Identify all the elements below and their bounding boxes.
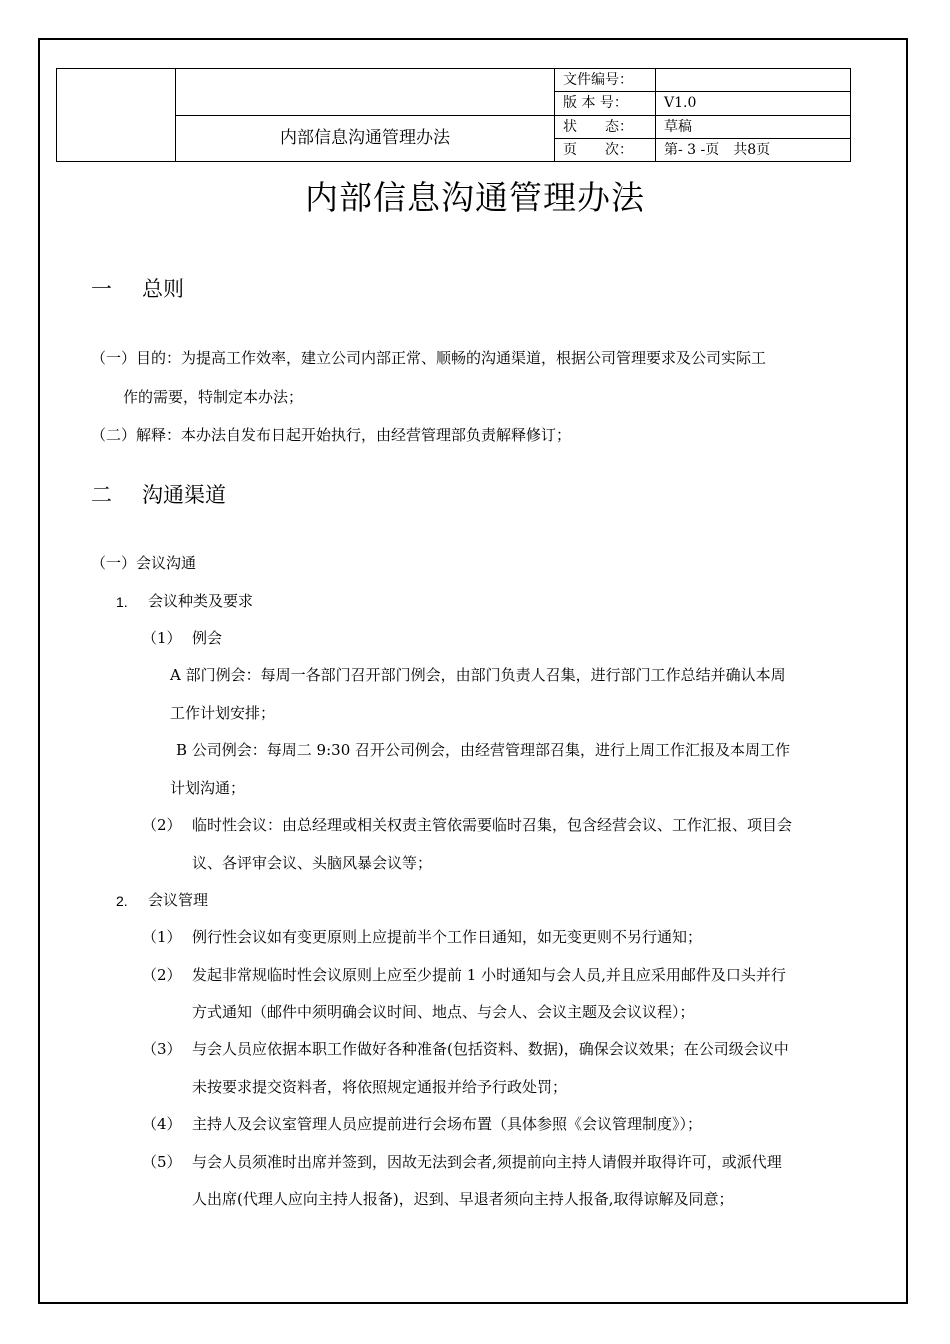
document-title: 内部信息沟通管理办法 xyxy=(305,178,645,217)
item2-label: 会议管理 xyxy=(148,891,209,909)
file-no-label: 文件编号： xyxy=(555,69,656,92)
page-value: 第- 3 -页 共8页 xyxy=(656,138,851,161)
m3-line1: 与会人员应依据本职工作做好各种准备(包括资料、数据)，确保会议效果；在公司级会议中 xyxy=(192,1040,789,1058)
section2-heading: 沟通渠道 xyxy=(142,483,226,507)
section1-number: 一 xyxy=(91,277,112,301)
document-header-table xyxy=(56,68,851,162)
r1-number: （1） xyxy=(142,629,182,647)
m1-number: （1） xyxy=(142,928,182,946)
item2-number: 2. xyxy=(116,893,128,909)
page-label: 页 次： xyxy=(555,138,656,161)
r2-number: （2） xyxy=(142,816,182,834)
version-label: 版 本 号： xyxy=(555,92,656,115)
header-title: 内部信息沟通管理办法 xyxy=(176,115,555,162)
m4-number: （4） xyxy=(142,1115,182,1133)
logo-cell xyxy=(57,69,176,162)
m4-line1: 主持人及会议室管理人员应提前进行会场布置（具体参照《会议管理制度》）； xyxy=(192,1115,703,1133)
file-no-value xyxy=(656,69,851,92)
m2-line1: 发起非常规临时性会议原则上应至少提前 1 小时通知与会人员,并且应采用邮件及口头并行 xyxy=(192,966,786,984)
m5-line1: 与会人员须准时出席并签到，因故无法到会者,须提前向主持人请假并取得许可，或派代理 xyxy=(192,1153,782,1171)
item1-number: 1. xyxy=(116,594,128,610)
m5-number: （5） xyxy=(142,1153,182,1171)
version-value: V1.0 xyxy=(656,92,851,115)
m2-line2: 方式通知（邮件中须明确会议时间、地点、与会人、会议主题及会议议程）； xyxy=(192,1003,695,1021)
m3-number: （3） xyxy=(142,1040,182,1058)
r2-line2: 议、各评审会议、头脑风暴会议等； xyxy=(192,854,433,872)
status-value: 草稿 xyxy=(656,115,851,138)
item-a-line1: A 部门例会：每周一各部门召开部门例会，由部门负责人召集，进行部门工作总结并确认本周 xyxy=(170,666,786,684)
item-b-line1: B 公司例会：每周二 9:30 召开公司例会，由经营管理部召集，进行上周工作汇报及本周工作 xyxy=(176,741,791,759)
m5-line2: 人出席(代理人应向主持人报备)，迟到、早退者须向主持人报备,取得谅解及同意； xyxy=(192,1190,734,1208)
r1-label: 例会 xyxy=(192,629,223,647)
section1-heading: 总则 xyxy=(142,277,184,301)
section1-paragraph2: （二）解释：本办法自发布日起开始执行，由经营管理部负责解释修订； xyxy=(91,426,572,444)
m2-number: （2） xyxy=(142,966,182,984)
m3-line2: 未按要求提交资料者，将依照规定通报并给予行政处罚； xyxy=(192,1078,568,1096)
section1-paragraph1-line1: （一）目的：为提高工作效率，建立公司内部正常、顺畅的沟通渠道，根据公司管理要求及公司实际工 xyxy=(91,349,767,367)
status-label: 状 态： xyxy=(555,115,656,138)
m1-line1: 例行性会议如有变更原则上应提前半个工作日通知，如无变更则不另行通知； xyxy=(192,928,703,946)
header-blank-cell xyxy=(176,69,555,116)
section2-number: 二 xyxy=(91,483,112,507)
item-b-line2: 计划沟通； xyxy=(170,779,246,797)
subsection-meeting-communication: （一）会议沟通 xyxy=(91,554,197,572)
item-a-line2: 工作计划安排； xyxy=(170,704,276,722)
r2-line1: 临时性会议：由总经理或相关权责主管依需要临时召集，包含经营会议、工作汇报、项目会 xyxy=(192,816,793,834)
item1-label: 会议种类及要求 xyxy=(148,592,254,610)
section1-paragraph1-line2: 作的需要，特制定本办法； xyxy=(123,388,304,406)
